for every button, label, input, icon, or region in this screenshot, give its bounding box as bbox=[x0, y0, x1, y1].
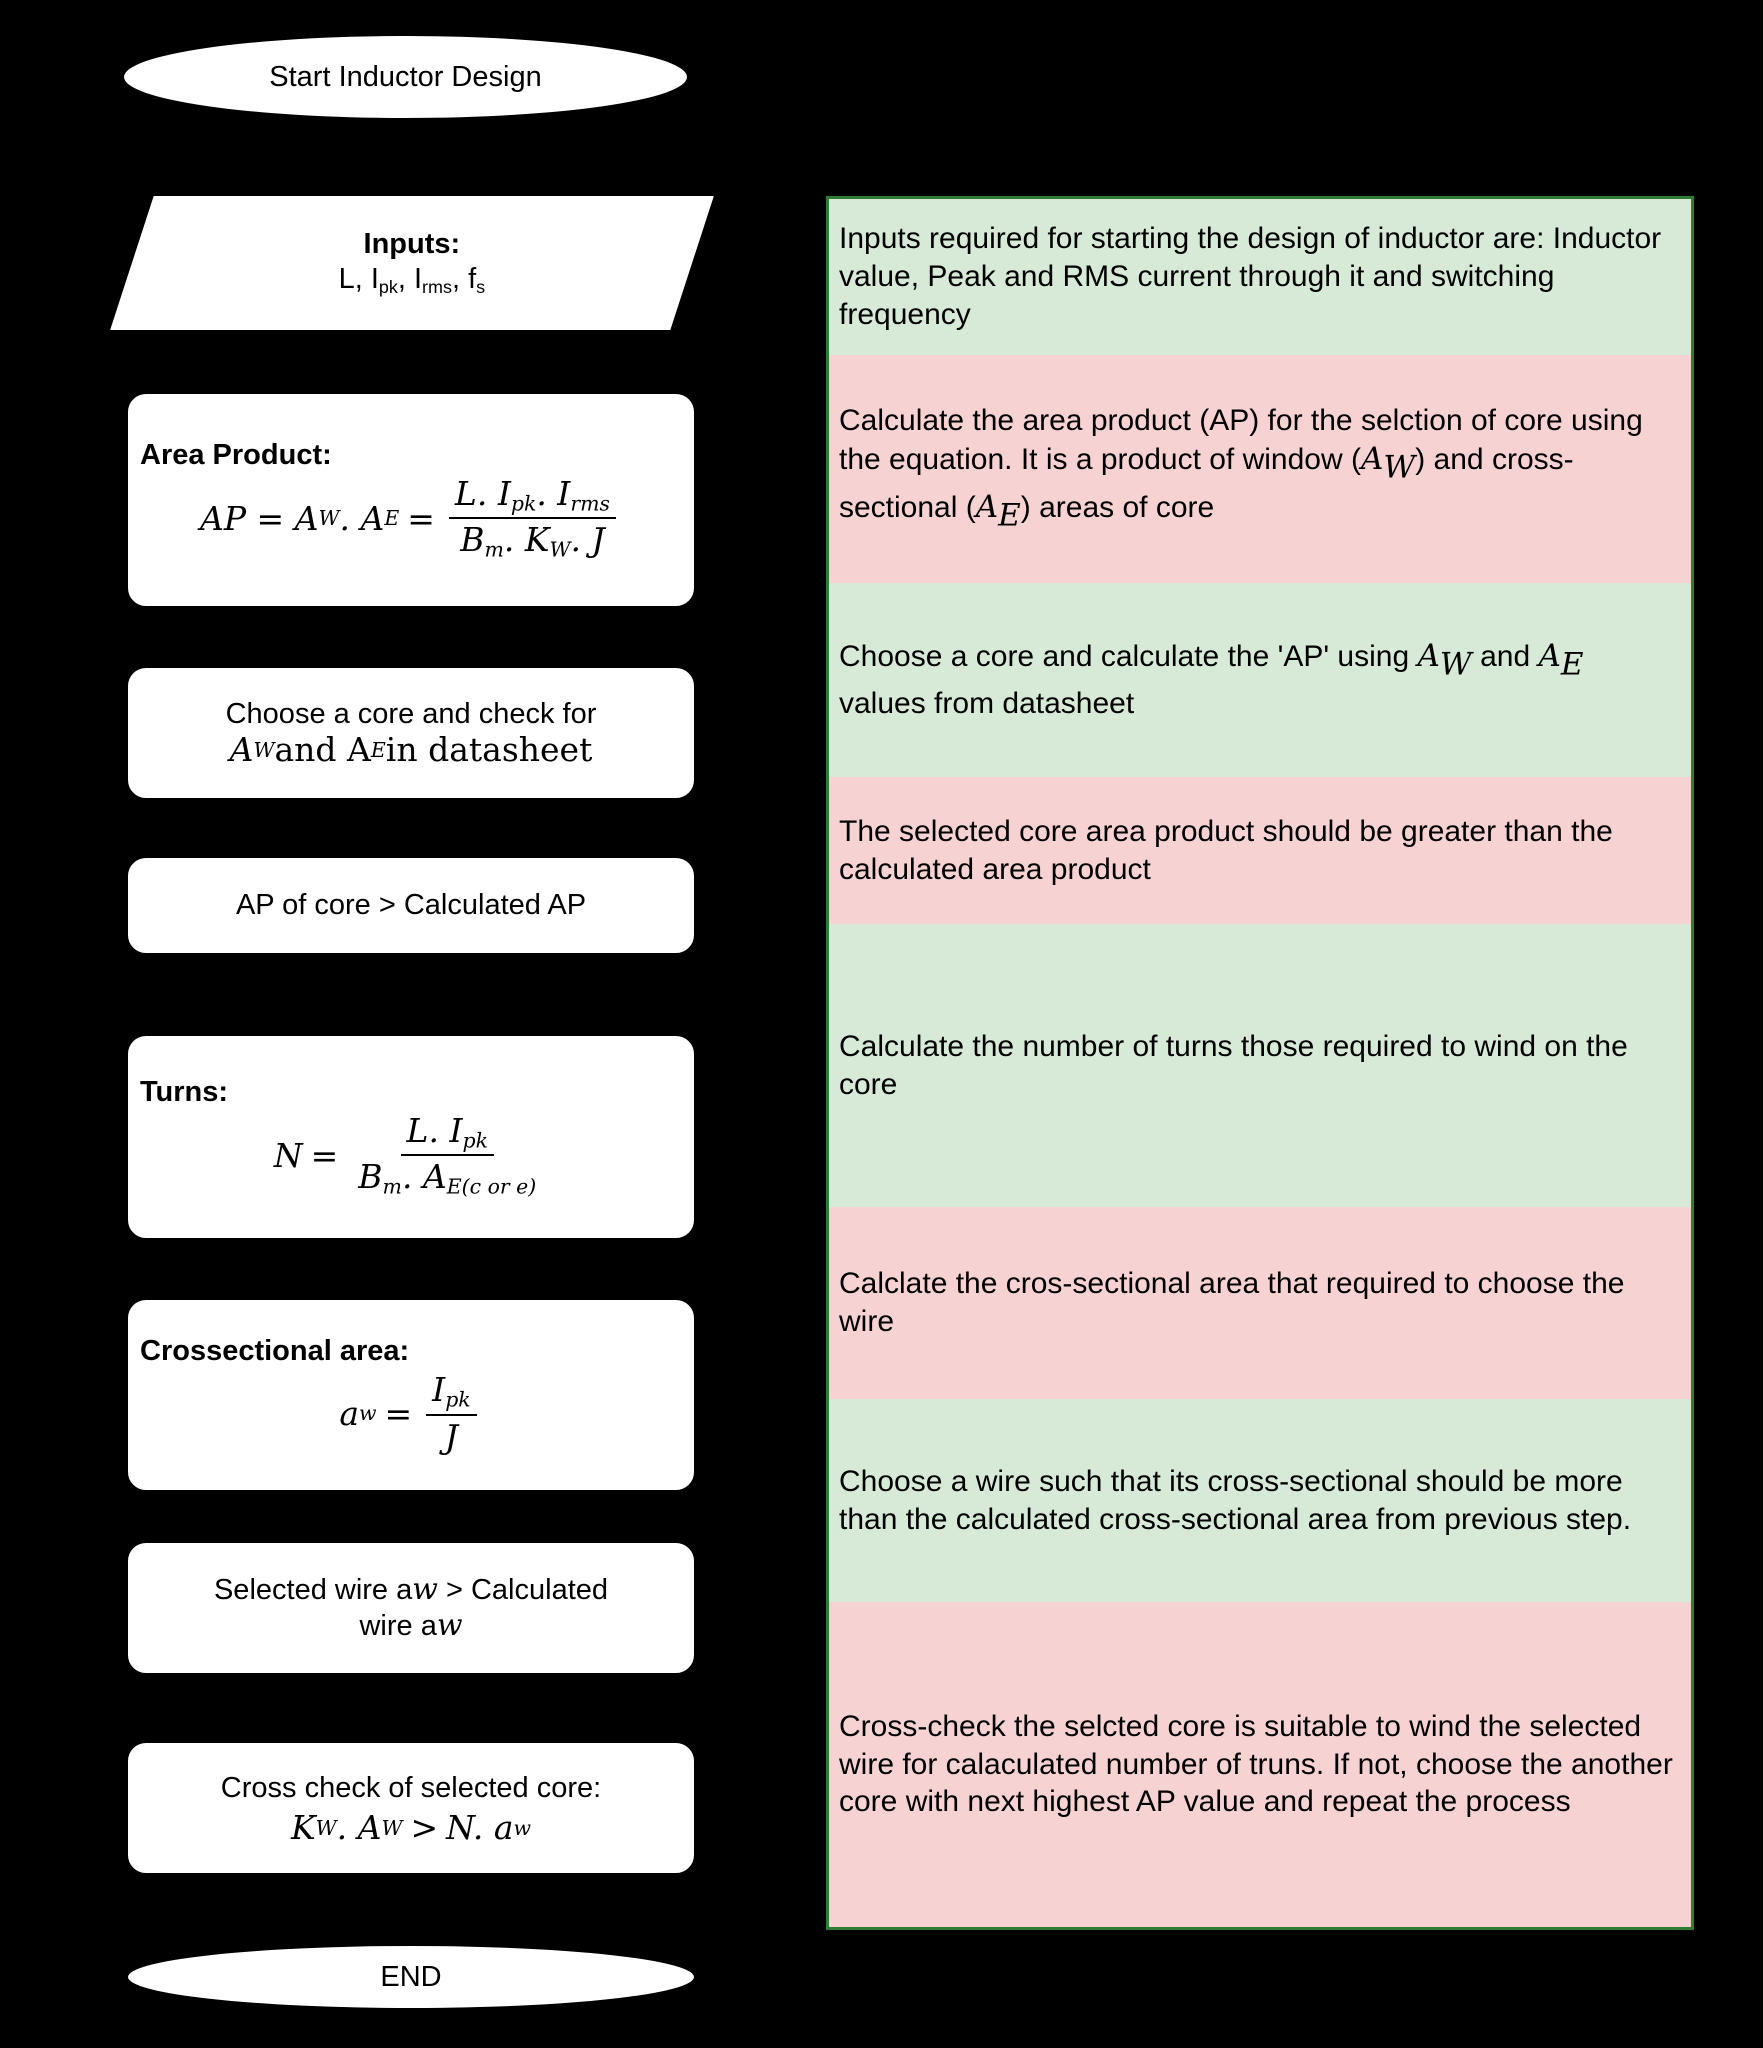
cross-area-math bbox=[339, 1372, 482, 1455]
flow-node-cross-area-title: Crossectional area: bbox=[140, 1335, 410, 1368]
cross-check-math bbox=[290, 1807, 532, 1847]
note-choose-core bbox=[829, 583, 1691, 777]
note-ap-text-2: ) and cross-sectional ( bbox=[839, 443, 1574, 524]
turns-fraction bbox=[352, 1110, 542, 1199]
cck-sub-w1: W bbox=[315, 1815, 337, 1840]
cck-sub-w3: w bbox=[513, 1815, 532, 1840]
turns-den-1: B bbox=[358, 1157, 383, 1197]
flow-node-cross-area[interactable] bbox=[128, 1300, 694, 1490]
flow-node-turns-title: Turns: bbox=[140, 1075, 229, 1108]
cc-and: and A bbox=[274, 730, 371, 769]
note-cc-math-aw: A bbox=[1417, 638, 1440, 675]
flow-node-cross-area-equation bbox=[130, 1372, 692, 1455]
note-ap-math-ae: A bbox=[975, 488, 999, 525]
ap-num-sub-rms: rms bbox=[570, 491, 610, 516]
note-turns bbox=[829, 924, 1691, 1207]
flow-node-choose-core[interactable] bbox=[128, 668, 694, 798]
ca-lhs-sub-w: w bbox=[359, 1401, 377, 1426]
cc-sub-w: W bbox=[253, 737, 275, 762]
inputs-sub-pk: pk bbox=[379, 276, 399, 297]
ap-num-sub-pk: pk bbox=[510, 491, 537, 516]
note-ap-text-3: ) areas of core bbox=[1020, 490, 1215, 524]
note-cc-text-3: values from datasheet bbox=[839, 686, 1135, 720]
flow-node-cross-check-line1: Cross check of selected core: bbox=[220, 1771, 602, 1804]
note-area-product-text bbox=[839, 402, 1677, 535]
note-ap-math-ae-sub: E bbox=[998, 497, 1021, 534]
note-turns-text: Calculate the number of turns those required to wind on the core bbox=[839, 1029, 1628, 1101]
note-cc-math-aw-sub: W bbox=[1439, 646, 1472, 683]
wc-text-2: > Calculated bbox=[437, 1573, 609, 1606]
flow-node-cross-check-equation bbox=[130, 1807, 692, 1847]
ap-lhs: AP = A bbox=[200, 498, 319, 538]
ap-num-1: L. I bbox=[454, 473, 511, 513]
flow-node-wire-compare-line2 bbox=[359, 1608, 462, 1644]
ap-den-sub-m: m bbox=[484, 537, 504, 562]
flow-node-choose-core-line2 bbox=[230, 732, 593, 770]
cc-sub-e: E bbox=[370, 737, 386, 762]
wc-text-3: wire a bbox=[359, 1610, 437, 1642]
inputs-sub-rms: rms bbox=[422, 276, 453, 297]
ap-den-sub-w: W bbox=[549, 537, 571, 562]
ap-lhs-sub-w: W bbox=[318, 506, 340, 531]
note-cross-area-text: Calclate the cros-sectional area that required to choose the wire bbox=[839, 1267, 1625, 1338]
note-ap-compare-text: The selected core area product should be greater than the calculated area product bbox=[839, 814, 1613, 886]
turns-den-2: . A bbox=[401, 1157, 447, 1197]
inputs-sub-s: s bbox=[476, 276, 486, 297]
ap-den-3: . J bbox=[570, 520, 605, 560]
ap-equals: = bbox=[407, 498, 435, 538]
flow-node-wire-compare-line1 bbox=[214, 1572, 608, 1608]
flow-node-inputs[interactable] bbox=[110, 196, 714, 330]
note-cross-area bbox=[829, 1207, 1691, 1399]
flow-node-inputs-title: Inputs: bbox=[363, 227, 461, 260]
flow-node-turns-equation bbox=[130, 1110, 692, 1199]
choose-core-math bbox=[230, 732, 593, 768]
note-ap-math-aw-sub: W bbox=[1383, 449, 1416, 486]
flow-node-end-label: END bbox=[380, 1960, 442, 1993]
flow-node-wire-compare[interactable] bbox=[128, 1543, 694, 1673]
flow-node-ap-compare-label: AP of core > Calculated AP bbox=[235, 889, 587, 922]
inputs-text-3: , f bbox=[452, 262, 477, 295]
note-cc-math-ae-sub: E bbox=[1560, 646, 1584, 683]
flow-node-start-label: Start Inductor Design bbox=[269, 60, 542, 93]
wc-text-1: Selected wire a bbox=[213, 1573, 413, 1606]
turns-numerator bbox=[401, 1110, 494, 1156]
wc-sub-w-2: w bbox=[436, 1608, 463, 1643]
flow-node-area-product-title: Area Product: bbox=[140, 438, 332, 471]
note-area-product bbox=[829, 355, 1691, 583]
ca-lhs: a bbox=[339, 1393, 359, 1433]
turns-den-sub-m: m bbox=[382, 1174, 402, 1199]
turns-equals: = bbox=[310, 1135, 339, 1175]
cc-tail: in datasheet bbox=[385, 730, 593, 769]
flow-node-choose-core-line1: Choose a core and check for bbox=[225, 697, 597, 730]
note-inputs-text: Inputs required for starting the design of inductor are: Inductor value, Peak and RMS current through it and switching frequency bbox=[839, 222, 1662, 331]
ca-fraction bbox=[426, 1372, 477, 1455]
ap-denominator bbox=[454, 519, 611, 561]
note-cross-check bbox=[829, 1602, 1691, 1927]
note-ap-compare bbox=[829, 777, 1691, 924]
flow-node-area-product-equation bbox=[130, 473, 692, 562]
flow-node-inputs-values bbox=[339, 261, 486, 299]
ap-den-1: B bbox=[460, 520, 485, 560]
note-choose-core-text bbox=[839, 637, 1677, 723]
ap-lhs-mid: . A bbox=[339, 498, 385, 538]
flow-node-start[interactable] bbox=[124, 36, 687, 118]
ap-numerator bbox=[449, 473, 616, 519]
note-ap-text-1: Calculate the area product (AP) for the selction of core using the equation. It is a product of window ( bbox=[839, 404, 1643, 477]
turns-num-1: L. I bbox=[406, 1110, 463, 1150]
ca-equals: = bbox=[384, 1393, 413, 1433]
area-product-math bbox=[200, 473, 622, 562]
ca-num-sub-pk: pk bbox=[445, 1388, 471, 1413]
ap-den-2: . K bbox=[503, 520, 550, 560]
cck-c: N. a bbox=[446, 1807, 514, 1847]
ap-lhs-sub-e: E bbox=[384, 506, 400, 531]
note-ap-math-aw: A bbox=[1360, 441, 1384, 478]
note-cc-text-1: Choose a core and calculate the 'AP' using bbox=[839, 640, 1418, 674]
flow-node-area-product[interactable] bbox=[128, 394, 694, 606]
flow-node-turns[interactable] bbox=[128, 1036, 694, 1238]
turns-denominator bbox=[352, 1156, 542, 1198]
note-wire-compare-text: Choose a wire such that its cross-sectional should be more than the calculated cross-sectional area from previous step. bbox=[839, 1464, 1632, 1536]
cc-a: A bbox=[229, 730, 254, 769]
ca-denominator: J bbox=[444, 1416, 459, 1456]
flowchart-column bbox=[0, 0, 700, 2048]
note-inputs bbox=[829, 199, 1691, 355]
note-cross-check-text: Cross-check the selcted core is suitable to wind the selected wire for calaculated number of truns. If not, choose the another core with next highest AP value and repeat the process bbox=[839, 1709, 1673, 1819]
cck-a: K bbox=[290, 1807, 316, 1847]
cck-b: . A bbox=[336, 1807, 382, 1847]
cck-gt: > bbox=[410, 1807, 439, 1847]
turns-lhs: N bbox=[273, 1135, 303, 1175]
wc-sub-w-1: w bbox=[412, 1571, 438, 1607]
flow-node-end[interactable] bbox=[128, 1946, 694, 2008]
turns-math bbox=[273, 1110, 548, 1199]
inputs-text-2: , I bbox=[398, 262, 423, 295]
ca-numerator bbox=[426, 1372, 477, 1415]
ap-num-2: . I bbox=[536, 473, 571, 513]
ca-num-1: I bbox=[432, 1370, 446, 1410]
note-wire-compare bbox=[829, 1399, 1691, 1602]
flow-node-ap-compare[interactable] bbox=[128, 858, 694, 953]
flow-node-cross-check[interactable] bbox=[128, 1743, 694, 1873]
inputs-text-1: L, I bbox=[338, 262, 380, 295]
turns-num-sub-pk: pk bbox=[462, 1128, 488, 1153]
note-cc-text-2: and bbox=[1471, 640, 1539, 674]
cck-sub-w2: W bbox=[381, 1815, 403, 1840]
note-cc-math-ae: A bbox=[1538, 638, 1561, 675]
annotation-column bbox=[826, 196, 1694, 1930]
turns-den-sub-e: E(c or e) bbox=[446, 1174, 537, 1199]
ap-fraction bbox=[449, 473, 616, 562]
